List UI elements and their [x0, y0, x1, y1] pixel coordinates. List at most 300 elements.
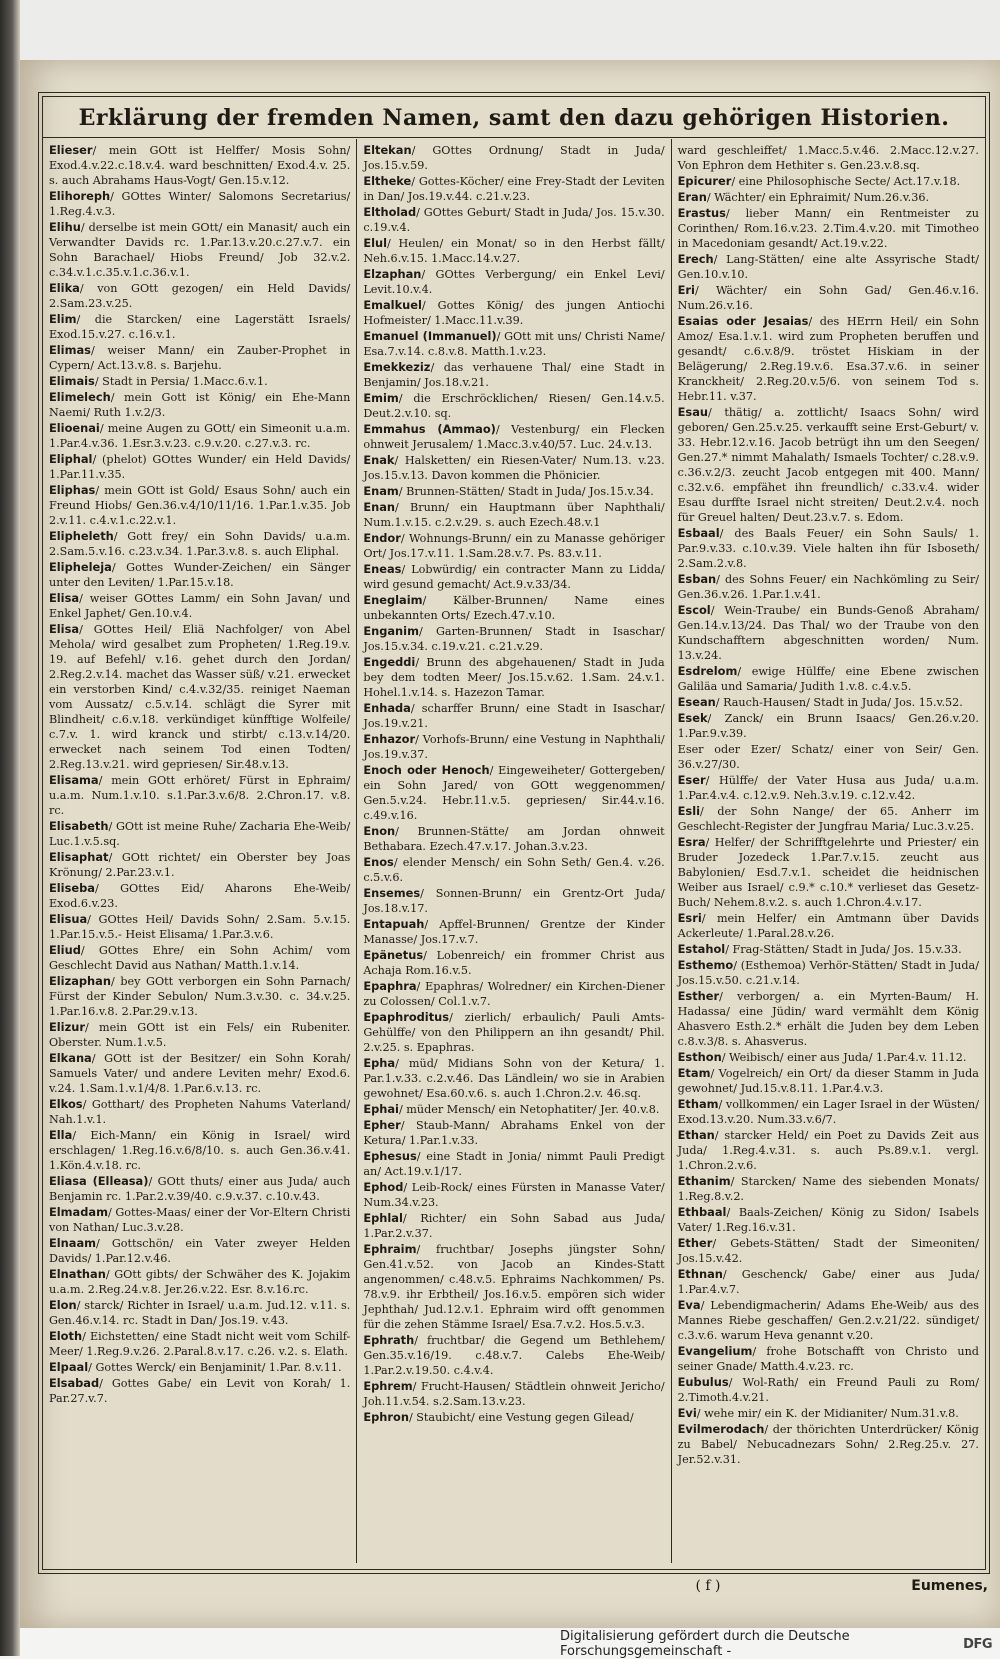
- entry: [678, 1066, 979, 1096]
- entry-headword: Epaphra: [363, 979, 417, 993]
- entry-headword: Ephrem: [363, 1379, 413, 1393]
- text-frame-inner: [42, 96, 986, 1570]
- entry: [49, 1236, 350, 1266]
- entry-headword: Esek: [677, 711, 708, 725]
- entry: [49, 1051, 350, 1096]
- entry-headword: Etham: [677, 1097, 719, 1111]
- entry: [49, 189, 350, 219]
- entry-text: / Garten-Brunnen/ Stadt in Isaschar/ Jos.15.v.34. c.19.v.21. c.21.v.29.: [363, 625, 665, 653]
- entry-text: / GOttes Heil/ Eliä Nachfolger/ von Abel Mehola/ wird gesalbet zum Propheten/ 1.Reg.19.v. 19. auf Befehl/ v.16. gehet durch den Jordan/ 2.Reg.2.v.14. machet das Wasser süß/ v.21. erwecket ein verstorben Kind/ c.4.v.32/35. reiniget Naeman vom Aussatz/ c.5.v.14. schlägt die Syrer mit Blindheit/ c.6.v.18. verkündiget künfftige Wolfeile/ c.7.v. 1. wird kranck und stirbt/ c.13.v.14/20. erwecket nach seinem Tod einen Todten/ 2.Reg.13.v.21. wird gepriesen/ Sir.48.v.13.: [49, 623, 351, 771]
- entry: [678, 252, 979, 282]
- entry-headword: Ensemes: [363, 886, 421, 900]
- entry-text: / wehe mir/ ein K. der Midianiter/ Num.31.v.8.: [696, 1407, 959, 1420]
- entry: [49, 1205, 350, 1235]
- entry-headword: Elika: [49, 281, 80, 295]
- entry: [363, 484, 664, 499]
- entry-text: / Lobwürdig/ ein contracter Mann zu Lidda/ wird gesund gemacht/ Act.9.v.33/34.: [363, 563, 665, 591]
- entry: [49, 1174, 350, 1204]
- entry-headword: Evilmerodach: [677, 1422, 765, 1436]
- entry: [363, 531, 664, 561]
- entry-headword: Ether: [677, 1236, 713, 1250]
- page-title: Erklärung der fremden Namen, samt den dazu gehörigen Historien.: [43, 103, 985, 138]
- entry: [363, 1149, 664, 1179]
- entry: [363, 624, 664, 654]
- entry-text: / weiser Mann/ ein Zauber-Prophet in Cypern/ Act.13.v.8. s. Barjehu.: [49, 344, 351, 372]
- entry-text: / GOtt ist der Besitzer/ ein Sohn Korah/ Samuels Vater/ und andere Leviten mehr/ Exod.6. v.24. 1.Sam.1.v.1/4/8. 1.Par.6.v.13. rc.: [49, 1052, 351, 1095]
- entry-headword: Elisa: [49, 622, 80, 636]
- column-right: [671, 139, 985, 1563]
- entry: [678, 835, 979, 910]
- entry-text: / die Erschröcklichen/ Riesen/ Gen.14.v.5. Deut.2.v.10. sq.: [363, 392, 665, 420]
- entry-headword: Eser: [677, 773, 706, 787]
- entry-text: / GOtt thuts/ einer aus Juda/ auch Benjamin rc. 1.Par.2.v.39/40. c.9.v.37. c.10.v.43.: [49, 1175, 351, 1203]
- dfg-logo: DFG: [963, 1636, 992, 1652]
- entry-headword: Esther: [677, 989, 720, 1003]
- entry: [49, 943, 350, 973]
- entry-headword: Emim: [363, 391, 399, 405]
- entry-text: / Gottes Gabe/ ein Levit von Korah/ 1. Par.27.v.7.: [49, 1377, 351, 1405]
- entry-text: / Rauch-Hausen/ Stadt in Juda/ Jos. 15.v.52.: [715, 696, 963, 709]
- entry: [363, 267, 664, 297]
- entry-text: / der Sohn Nange/ der 65. Anherr im Geschlecht-Register der Jungfrau Maria/ Luc.3.v.25.: [677, 805, 979, 833]
- entry-text: / scharffer Brunn/ eine Stadt in Isaschar/ Jos.19.v.21.: [363, 702, 665, 730]
- entry-text: / eine Philosophische Secte/ Act.17.v.18.: [731, 175, 961, 188]
- entry-headword: Esri: [677, 911, 702, 925]
- entry-headword: Erastus: [677, 206, 726, 220]
- entry: [678, 206, 979, 251]
- entry: [363, 360, 664, 390]
- entry-headword: Esthemo: [677, 958, 734, 972]
- entry-headword: Enoch oder Henoch: [363, 763, 490, 777]
- entry-headword: Enos: [363, 855, 394, 869]
- entry: [678, 526, 979, 571]
- entry-text: / Epaphras/ Wolredner/ ein Kirchen-Diener zu Colossen/ Col.1.v.7.: [363, 980, 665, 1008]
- entry: [363, 593, 664, 623]
- entry-headword: Emekkeziz: [363, 360, 431, 374]
- entry-text: / Halsketten/ ein Riesen-Vater/ Num.13. v.23. Jos.15.v.13. Davon kommen die Phönicier.: [363, 454, 665, 482]
- entry-text: / lieber Mann/ ein Rentmeister zu Corinthen/ Rom.16.v.23. 2.Tim.4.v.20. mit Timotheo in Macedoniam gesandt/ Act.19.v.22.: [677, 207, 979, 250]
- entry: [678, 283, 979, 313]
- entry: [678, 1422, 979, 1467]
- entry-text: / müder Mensch/ ein Netophatiter/ Jer. 40.v.8.: [398, 1103, 660, 1116]
- entry: [49, 1128, 350, 1173]
- entry: [49, 1298, 350, 1328]
- entry-headword: Escol: [677, 603, 711, 617]
- entry: [363, 1010, 664, 1055]
- entry-headword: Elsabad: [49, 1376, 100, 1390]
- entry-text: / des Baals Feuer/ ein Sohn Sauls/ 1. Par.9.v.33. c.10.v.39. Viele halten ihn für Isboseth/ 2.Sam.2.v.8.: [677, 527, 979, 570]
- entry-text: / Eichstetten/ eine Stadt nicht weit vom Schilf-Meer/ 1.Reg.9.v.26. 2.Paral.8.v.17. c.26. v.2. s. Elath.: [49, 1330, 351, 1358]
- entry-headword: Elipheleth: [49, 529, 114, 543]
- entry: [363, 1180, 664, 1210]
- entry-headword: Elul: [363, 236, 388, 250]
- entry-headword: Elimas: [49, 343, 91, 357]
- entry-headword: Eneas: [363, 562, 402, 576]
- entry-text: / Wächter/ ein Sohn Gad/ Gen.46.v.16. Num.26.v.16.: [677, 284, 979, 312]
- entry: [363, 917, 664, 947]
- entry-headword: Elioenai: [49, 421, 100, 435]
- entry-headword: Emanuel (Immanuel): [363, 329, 497, 343]
- entry-headword: Elimelech: [49, 390, 111, 404]
- entry-headword: Eltheke: [363, 174, 412, 188]
- entry: [363, 979, 664, 1009]
- entry: [678, 572, 979, 602]
- entry-headword: Eliphal: [49, 452, 93, 466]
- entry-text: / von GOtt gezogen/ ein Held Davids/ 2.Sam.23.v.25.: [49, 282, 351, 310]
- entry: [49, 421, 350, 451]
- entry-text: / Staub-Mann/ Abrahams Enkel von der Ketura/ 1.Par.1.v.33.: [363, 1119, 665, 1147]
- entry-headword: Eneglaim: [363, 593, 423, 607]
- entry: [678, 989, 979, 1049]
- entry: [363, 1379, 664, 1409]
- entry-text: / Brunn/ ein Hauptmann über Naphthali/ Num.1.v.15. c.2.v.29. s. auch Ezech.48.v.1: [363, 501, 665, 529]
- entry: [363, 500, 664, 530]
- entry-text: / Frag-Stätten/ Stadt in Juda/ Jos. 15.v.33.: [725, 943, 962, 956]
- entry-text: / Hülffe/ der Vater Husa aus Juda/ u.a.m. 1.Par.4.v.4. c.12.v.9. Neh.3.v.19. c.12.v.42.: [677, 774, 979, 802]
- entry-headword: Eliphas: [49, 483, 96, 497]
- entry: [49, 1376, 350, 1406]
- entry-headword: Eliud: [49, 943, 81, 957]
- entry-text: / (phelot) GOttes Wunder/ ein Held Davids/ 1.Par.11.v.35.: [49, 453, 351, 481]
- entry: [363, 1211, 664, 1241]
- entry: [363, 1410, 664, 1425]
- entry: [49, 374, 350, 389]
- entry: [49, 819, 350, 849]
- entry: [678, 1344, 979, 1374]
- entry-text: / Stadt in Persia/ 1.Macc.6.v.1.: [94, 375, 268, 388]
- entry-headword: Ephod: [363, 1180, 404, 1194]
- entry: [49, 1020, 350, 1050]
- entry: [49, 912, 350, 942]
- entry-text: / mein Helfer/ ein Amtmann über Davids Ackerleute/ 1.Paral.28.v.26.: [677, 912, 979, 940]
- entry-text: / meine Augen zu GOtt/ ein Simeonit u.a.m. 1.Par.4.v.36. 1.Esr.3.v.23. c.9.v.20. c.27.v.3. rc.: [49, 422, 351, 450]
- entry-text: / Vorhofs-Brunn/ eine Vestung in Naphthali/ Jos.19.v.37.: [363, 733, 665, 761]
- entry-text: / Gott frey/ ein Sohn Davids/ u.a.m. 2.Sam.5.v.16. c.23.v.34. 1.Par.3.v.8. s. auch Eliphal.: [49, 530, 351, 558]
- entry-text: / GOttes Geburt/ Stadt in Juda/ Jos. 15.v.30. c.19.v.4.: [363, 206, 665, 234]
- entry-text: / Brunnen-Stätte/ am Jordan ohnweit Bethabara. Ezech.47.v.17. Johan.3.v.23.: [363, 825, 665, 853]
- entry-headword: Epänetus: [363, 948, 424, 962]
- entry: [363, 886, 664, 916]
- entry-headword: Elnathan: [49, 1267, 106, 1281]
- entry-text: / des HErrn Heil/ ein Sohn Amoz/ Esa.1.v.1. wird zum Propheten beruffen und gesandt/ c.6.v.8/9. tröstet Hiskiam in der Belägerung/ 2.Reg.19.v.6. Esa.37.v.6. in seiner Kranckheit/ 2.Reg.20.v.5/6. von seinem Tod s. Hebr.11. v.37.: [677, 315, 979, 403]
- entry-headword: Enak: [363, 453, 395, 467]
- entry-text: / Frucht-Hausen/ Städtlein ohnweit Jericho/ Joh.11.v.54. s.2.Sam.13.v.23.: [363, 1380, 665, 1408]
- entry: [363, 732, 664, 762]
- entry-text: / Vestenburg/ ein Flecken ohnweit Jerusalem/ 1.Macc.3.v.40/57. Luc. 24.v.13.: [363, 423, 665, 451]
- signature-mark: ( f ): [695, 1578, 721, 1594]
- entry: [678, 664, 979, 694]
- entry: [49, 452, 350, 482]
- entry-headword: Elihoreph: [49, 189, 111, 203]
- entry: [363, 1056, 664, 1101]
- entry-headword: Esdrelom: [677, 664, 738, 678]
- entry: [363, 855, 664, 885]
- entry-headword: Elim: [49, 312, 77, 326]
- entry: [363, 174, 664, 204]
- entry: [363, 948, 664, 978]
- entry: [363, 1102, 664, 1117]
- entry: [678, 911, 979, 941]
- entry-text: / starck/ Richter in Israel/ u.a.m. Jud.12. v.11. s. Gen.46.v.14. rc. Stadt in Dan/ Jos.19. v.43.: [49, 1299, 351, 1327]
- entry-text: / mein GOtt ist Gold/ Esaus Sohn/ auch ein Freund Hiobs/ Gen.36.v.4/10/11/16. 1.Par.1.v.35. Job 2.v.11. c.4.v.1.c.22.v.1.: [49, 484, 351, 527]
- entry: [49, 390, 350, 420]
- entry-headword: Estahol: [677, 942, 726, 956]
- entry: [49, 312, 350, 342]
- entry: [678, 1267, 979, 1297]
- entry: [363, 824, 664, 854]
- column-left: [43, 139, 356, 1563]
- entry-headword: Ephraim: [363, 1242, 417, 1256]
- entry-headword: Enganim: [363, 624, 419, 638]
- entry: [49, 281, 350, 311]
- entry-headword: Elisaphat: [49, 850, 109, 864]
- entry: [49, 220, 350, 280]
- entry: [363, 422, 664, 452]
- entry-headword: Emalkuel: [363, 298, 422, 312]
- entry-headword: Emmahus (Ammao): [363, 422, 496, 436]
- entry: [49, 974, 350, 1019]
- entry-text: / zierlich/ erbaulich/ Pauli Amts-Gehülffe/ von den Philippern an ihn gesandt/ Phil. 2.v.25. s. Epaphras.: [363, 1011, 665, 1054]
- entry: [363, 655, 664, 700]
- entry-text: / des Sohns Feuer/ ein Nachkömling zu Seir/ Gen.36.v.26. 1.Par.1.v.41.: [677, 573, 979, 601]
- entry-text: / Lang-Stätten/ eine alte Assyrische Stadt/ Gen.10.v.10.: [677, 253, 979, 281]
- entry-text: Eser oder Ezer/ Schatz/ einer von Seir/ Gen. 36.v.27/30.: [677, 743, 979, 771]
- entry-text: / Apffel-Brunnen/ Grentze der Kinder Manasse/ Jos.17.v.7.: [363, 918, 665, 946]
- column-middle: [356, 139, 670, 1563]
- entry-text: / thätig/ a. zottlicht/ Isaacs Sohn/ wird geboren/ Gen.25.v.25. verkaufft seine Erst-Geburt/ v. 33. Hebr.12.v.16. Jacob betrügt ihn um den Seegen/ Gen.27.* nimmt Mahalath/ Ismaels Tochter/ c.28.v.9. c.36.v.2/3. zeucht Jacob entgegen mit 400. Mann/ c.32.v.6. empfähet ihn freundlich/ c.33.v.4. wider Esau durffte Israel nicht streiten/ Deut.2.v.4. noch für Greuel halten/ Deut.23.v.7. s. Edom.: [677, 406, 979, 524]
- entry-text: / Staubicht/ eine Vestung gegen Gilead/: [408, 1411, 634, 1424]
- entry-headword: Endor: [363, 531, 401, 545]
- entry: [678, 1174, 979, 1204]
- entry-headword: Elieser: [49, 143, 93, 157]
- entry-text: / Zanck/ ein Brunn Isaacs/ Gen.26.v.20. 1.Par.9.v.39.: [677, 712, 979, 740]
- entry-text: / GOttes Ehre/ ein Sohn Achim/ vom Geschlecht David aus Nathan/ Matth.1.v.14.: [49, 944, 351, 972]
- entry-text: / vollkommen/ ein Lager Israel in der Wüsten/ Exod.13.v.20. Num.33.v.6/7.: [677, 1098, 979, 1126]
- entry-text: / fruchtbar/ die Gegend um Bethlehem/ Gen.35.v.16/19. c.48.v.7. Calebs Ehe-Weib/ 1.Par.2.v.19.50. c.4.v.4.: [363, 1334, 665, 1377]
- entry-headword: Etam: [677, 1066, 711, 1080]
- entry: [363, 298, 664, 328]
- entry: [678, 314, 979, 404]
- entry: [363, 1118, 664, 1148]
- entry-text: / Kälber-Brunnen/ Name eines unbekannten Orts/ Ezech.47.v.10.: [363, 594, 665, 622]
- entry-text: / GOttes Heil/ Davids Sohn/ 2.Sam. 5.v.15. 1.Par.15.v.5.- Heist Elisama/ 1.Par.3.v.6.: [49, 913, 351, 941]
- entry-text: / GOttes Verbergung/ ein Enkel Levi/ Levit.10.v.4.: [363, 268, 665, 296]
- entry-text: / Gottes König/ des jungen Antiochi Hofmeister/ 1.Macc.11.v.39.: [363, 299, 665, 327]
- entry-headword: Enhazor: [363, 732, 416, 746]
- credit-text: Digitalisierung gefördert durch die Deutsche Forschungsgemeinschaft -: [560, 1629, 850, 1659]
- entry-text: / elender Mensch/ ein Sohn Seth/ Gen.4. v.26. c.5.v.6.: [363, 856, 665, 884]
- entry-headword: Eliseba: [49, 881, 95, 895]
- entry: [678, 773, 979, 803]
- entry: [678, 1375, 979, 1405]
- entry-headword: Ethan: [677, 1128, 715, 1142]
- entry-headword: Engeddi: [363, 655, 416, 669]
- entry-headword: Esaias oder Jesaias: [677, 314, 809, 328]
- entry: [678, 1128, 979, 1173]
- entry-headword: Elipheleja: [49, 560, 112, 574]
- entry-headword: Eloth: [49, 1329, 83, 1343]
- entry-headword: Ethbaal: [677, 1205, 727, 1219]
- entry-text: / Wächter/ ein Ephraimit/ Num.26.v.36.: [706, 191, 930, 204]
- scan-margin: [20, 0, 1000, 60]
- entry-text: / Geschenck/ Gabe/ einer aus Juda/ 1.Par.4.v.7.: [677, 1268, 979, 1296]
- entry: [678, 174, 979, 189]
- entry-headword: Ephlal: [363, 1211, 403, 1225]
- entry-text: / Wein-Traube/ ein Bunds-Genoß Abraham/ Gen.14.v.13/24. Das Thal/ wo der Traube von den Kundschafftern abgeschnitten worden/ Num. 13.v.24.: [677, 604, 979, 662]
- entry: [678, 405, 979, 525]
- entry-headword: Esli: [677, 804, 701, 818]
- entry: [678, 1298, 979, 1343]
- entry-text: / Gottes Wunder-Zeichen/ ein Sänger unter den Leviten/ 1.Par.15.v.18.: [49, 561, 351, 589]
- entry-text: / die Starcken/ eine Lagerstätt Israels/ Exod.15.v.27. c.16.v.1.: [49, 313, 351, 341]
- entry-text: / Leib-Rock/ eines Fürsten in Manasse Vater/ Num.34.v.23.: [363, 1181, 665, 1209]
- entry-headword: Enhada: [363, 701, 411, 715]
- entry: [363, 701, 664, 731]
- catchword: Eumenes,: [911, 1578, 988, 1594]
- entry: [49, 773, 350, 818]
- entry-headword: Ella: [49, 1128, 73, 1142]
- entry: [678, 711, 979, 741]
- entry: [49, 591, 350, 621]
- entry-text: / Weibisch/ einer aus Juda/ 1.Par.4.v. 11.12.: [721, 1051, 967, 1064]
- entry-headword: Entapuah: [363, 917, 425, 931]
- entry: [49, 483, 350, 528]
- entry-text: / GOtt ist meine Ruhe/ Zacharia Ehe-Weib/ Luc.1.v.5.sq.: [49, 820, 351, 848]
- entry: [363, 562, 664, 592]
- entry: [363, 1242, 664, 1332]
- entry: [363, 236, 664, 266]
- entry-text: / Heulen/ ein Monat/ so in den Herbst fällt/ Neh.6.v.15. 1.Macc.14.v.27.: [363, 237, 665, 265]
- entry-headword: Ephesus: [363, 1149, 417, 1163]
- entry-text: / frohe Botschafft von Christo und seiner Gnade/ Matth.4.v.23. rc.: [677, 1345, 979, 1373]
- entry-headword: Elmadam: [49, 1205, 108, 1219]
- entry: [678, 143, 979, 173]
- entry-headword: Eri: [677, 283, 695, 297]
- entry-headword: Enam: [363, 484, 399, 498]
- entry-text: / eine Stadt in Jonia/ nimmt Pauli Predigt an/ Act.19.v.1/17.: [363, 1150, 665, 1178]
- book-gutter: [0, 0, 20, 1656]
- text-frame: [38, 92, 990, 1574]
- entry-headword: Eltholad: [363, 205, 417, 219]
- entry: [363, 1333, 664, 1378]
- entry-headword: Elizur: [49, 1020, 85, 1034]
- entry-headword: Elisa: [49, 591, 80, 605]
- entry-text: / Gottes Werck/ ein Benjaminit/ 1.Par. 8.v.11.: [88, 1361, 342, 1374]
- entry: [49, 343, 350, 373]
- entry-text: / Gebets-Stätten/ Stadt der Simeoniten/ Jos.15.v.42.: [677, 1237, 979, 1265]
- entry: [49, 850, 350, 880]
- entry: [49, 1097, 350, 1127]
- entry-headword: Eliasa (Elleasa): [49, 1174, 149, 1188]
- entry: [678, 1236, 979, 1266]
- book-page: [20, 60, 1000, 1628]
- entry-text: / müd/ Midians Sohn von der Ketura/ 1. Par.1.v.33. c.2.v.46. Das Ländlein/ wo sie in Arabien gewohnet/ Esa.60.v.6. s. auch 1.Chron.2.v. 46.sq.: [363, 1057, 665, 1100]
- entry: [49, 622, 350, 772]
- entry: [363, 329, 664, 359]
- entry-text: / GOttes Ordnung/ Stadt in Juda/ Jos.15.v.59.: [363, 144, 665, 172]
- entry: [49, 529, 350, 559]
- entry-text: / Helfer/ der Schrifftgelehrte und Priester/ ein Bruder Jozedeck 1.Par.7.v.15. zeucht aus Babylonien/ Esd.7.v.1. scheidet die heidnischen Weiber aus Israel/ c.9.* c.10.* verlieset das Gesetz-Buch/ Nehem.8.v.2. s. auch 1.Chron.4.v.17.: [677, 836, 979, 909]
- entry: [678, 958, 979, 988]
- entry-text: / GOttes Winter/ Salomons Secretarius/ 1.Reg.4.v.3.: [49, 190, 351, 218]
- entry-headword: Esthon: [677, 1050, 722, 1064]
- entry: [363, 763, 664, 823]
- entry-headword: Elzaphan: [363, 267, 422, 281]
- entry: [678, 190, 979, 205]
- entry-headword: Elisama: [49, 773, 99, 787]
- entry: [49, 1329, 350, 1359]
- entry: [363, 205, 664, 235]
- entry: [363, 391, 664, 421]
- entry-headword: Ethnan: [677, 1267, 723, 1281]
- entry-headword: Enon: [363, 824, 396, 838]
- entry-headword: Eva: [677, 1298, 701, 1312]
- entry-headword: Esra: [677, 835, 706, 849]
- entry-text: / mein GOtt erhöret/ Fürst in Ephraim/ u.a.m. Num.1.v.10. s.1.Par.3.v.6/8. 2.Chron.17. v.8. rc.: [49, 774, 351, 817]
- page-footer: [38, 1578, 988, 1600]
- entry-text: / Wol-Rath/ ein Freund Pauli zu Rom/ 2.Timoth.4.v.21.: [677, 1376, 979, 1404]
- entry-headword: Elkos: [49, 1097, 83, 1111]
- entry-text: / mein GOtt ist Helffer/ Mosis Sohn/ Exod.4.v.22.c.18.v.4. ward beschnitten/ Exod.4.v. 25. s. auch Abrahams Haus-Vogt/ Gen.15.v.12.: [49, 144, 351, 187]
- entry-text: / Brunnen-Stätten/ Stadt in Juda/ Jos.15.v.34.: [398, 485, 654, 498]
- entry-text: / Starcken/ Name des siebenden Monats/ 1.Reg.8.v.2.: [677, 1175, 979, 1203]
- entry-headword: Elimais: [49, 374, 95, 388]
- entry: [678, 1050, 979, 1065]
- text-columns: [43, 139, 985, 1563]
- entry-text: / mein GOtt ist ein Fels/ ein Rubeniter. Oberster. Num.1.v.5.: [49, 1021, 351, 1049]
- entry-headword: Ethanim: [677, 1174, 731, 1188]
- entry-headword: Elkana: [49, 1051, 92, 1065]
- entry-headword: Esau: [677, 405, 709, 419]
- entry-headword: Esban: [677, 572, 717, 586]
- entry-text: / GOtt mit uns/ Christi Name/ Esa.7.v.14. c.8.v.8. Matth.1.v.23.: [363, 330, 665, 358]
- entry: [363, 143, 664, 173]
- entry-text: / starcker Held/ ein Poet zu Davids Zeit aus Juda/ 1.Reg.4.v.31. s. auch Ps.89.v.1. vergl. 1.Chron.2.v.6.: [677, 1129, 979, 1172]
- entry-text: / Gotthart/ des Propheten Nahums Vaterland/ Nah.1.v.1.: [49, 1098, 351, 1126]
- entry: [678, 695, 979, 710]
- entry-headword: Enan: [363, 500, 396, 514]
- entry-text: / Wohnungs-Brunn/ ein zu Manasse gehöriger Ort/ Jos.17.v.11. 1.Sam.28.v.7. Ps. 83.v.11.: [363, 532, 665, 560]
- entry: [678, 1205, 979, 1235]
- entry-headword: Esbaal: [677, 526, 720, 540]
- entry-headword: Evi: [677, 1406, 697, 1420]
- entry-text: / derselbe ist mein GOtt/ ein Manasit/ auch ein Verwandter Davids rc. 1.Par.13.v.20.c.27.v.7. ein Sohn Barachael/ Hiobs Freund/ Job 32.v.2. c.34.v.1.c.35.v.1.c.36.v.1.: [49, 221, 351, 279]
- entry-text: / mein Gott ist König/ ein Ehe-Mann Naemi/ Ruth 1.v.2/3.: [49, 391, 351, 419]
- entry-text: / der thörichten Unterdrücker/ König zu Babel/ Nebucadnezars Sohn/ 2.Reg.25.v. 27. Jer.52.v.31.: [677, 1423, 979, 1466]
- entry-text: / (Esthemoa) Verhör-Stätten/ Stadt in Juda/ Jos.15.v.50. c.21.v.14.: [677, 959, 979, 987]
- entry: [678, 603, 979, 663]
- entry-headword: Erech: [677, 252, 714, 266]
- entry-headword: Epaphroditus: [363, 1010, 450, 1024]
- entry-text: / ewige Hülffe/ eine Ebene zwischen Galiläa und Samaria/ Judith 1.v.8. c.4.v.5.: [677, 665, 979, 693]
- entry: [678, 942, 979, 957]
- entry-text: / Sonnen-Brunn/ ein Grentz-Ort Juda/ Jos.18.v.17.: [363, 887, 665, 915]
- entry-text: / Eingeweiheter/ Gottergeben/ ein Sohn Jared/ von GOtt weggenommen/ Gen.5.v.24. Hebr.11.v.5. gepriesen/ Sir.44.v.16. c.49.v.16.: [363, 764, 665, 822]
- entry-text: / Gottes-Maas/ einer der Vor-Eltern Christi von Nathan/ Luc.3.v.28.: [49, 1206, 351, 1234]
- entry-headword: Elpaal: [49, 1360, 89, 1374]
- entry-text: / verborgen/ a. ein Myrten-Baum/ H. Hadassa/ eine Jüdin/ ward vermählt dem König Ahasvero Esth.2.* erhält die Juden bey dem Leben c.8.v.3/8. s. Ahasverus.: [677, 990, 979, 1048]
- entry-text: / GOtt richtet/ ein Oberster bey Joas Krönung/ 2.Par.23.v.1.: [49, 851, 351, 879]
- entry-text: / Richter/ ein Sohn Sabad aus Juda/ 1.Par.2.v.37.: [363, 1212, 665, 1240]
- entry: [363, 453, 664, 483]
- entry: [49, 143, 350, 188]
- entry-text: / Eich-Mann/ ein König in Israel/ wird erschlagen/ 1.Reg.16.v.6/8/10. s. auch Gen.36.v.41. 1.Kön.4.v.18. rc.: [49, 1129, 351, 1172]
- entry-headword: Esean: [677, 695, 716, 709]
- entry-text: / Gottschön/ ein Vater zweyer Helden Davids/ 1.Par.12.v.46.: [49, 1237, 351, 1265]
- entry-headword: Epha: [363, 1056, 396, 1070]
- entry: [49, 1360, 350, 1375]
- entry-headword: Eltekan: [363, 143, 412, 157]
